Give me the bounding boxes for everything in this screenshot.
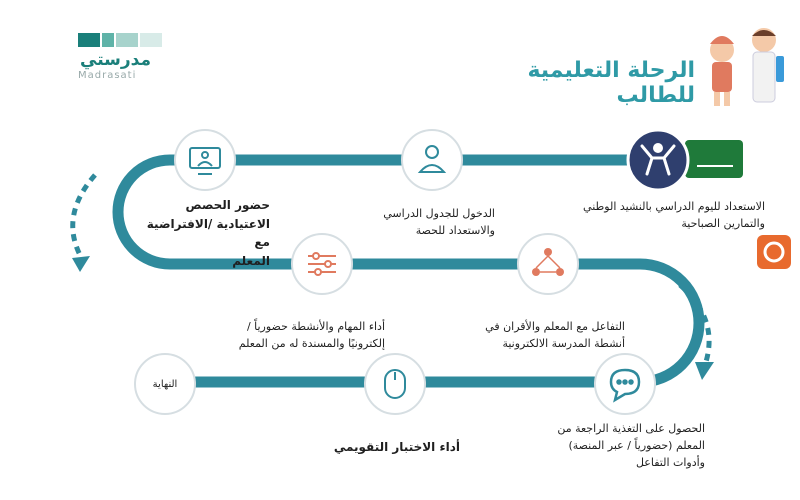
step-2-label (345, 205, 495, 239)
step-1-circle (628, 130, 688, 190)
step-2-line-1: الدخول للجدول الدراسي (383, 207, 495, 220)
step-1-line-1: الاستعداد لليوم الدراسي بالنشيد الوطني (583, 200, 765, 213)
tasks-sliders-icon (308, 253, 336, 275)
step-2-line-2: والاستعداد للحصة (415, 224, 495, 238)
turn-arrow-right-head (695, 362, 714, 380)
brand-badge-icon (757, 235, 791, 269)
step-3-line-2: الاعتيادية /الافتراضية مع (146, 216, 270, 250)
step-4-line-2: إلكترونيًا والمسندة له من المعلم (238, 337, 385, 351)
step-6-line-3: وأدوات التفاعل (635, 456, 705, 470)
step-4-label (200, 318, 385, 352)
step-6-line-2: المعلم (حضورياً / عبر المنصة) (568, 439, 705, 453)
step-1-label (555, 198, 765, 232)
saudi-flag (685, 140, 743, 178)
step-7-line-1: أداء الاختبار التقويمي (333, 440, 460, 454)
step-3-label (130, 196, 270, 270)
step-5-circle (518, 234, 578, 294)
step-1-line-2: والتمارين الصباحية (681, 217, 765, 231)
madrasati-logo-latin: Madrasati (78, 70, 137, 81)
step-7-label (320, 438, 460, 457)
step-5-line-1: التفاعل مع المعلم والأقران في (485, 320, 625, 333)
step-6-circle (595, 354, 655, 414)
madrasati-logo-mark (78, 33, 162, 47)
turn-arrow-left-head (72, 256, 90, 272)
turn-arrow-left (73, 175, 95, 255)
step-4-circle (292, 234, 352, 294)
step-6-line-1: الحصول على التغذية الراجعة من (557, 422, 705, 435)
flag-sword-mark (697, 165, 733, 167)
step-3-circle (175, 130, 235, 190)
step-5-line-2: أنشطة المدرسة الالكترونية (502, 337, 625, 351)
page-title: الرحلة التعليمية للطالب (527, 58, 695, 108)
step-3-line-1: حضور الحصص (185, 198, 270, 212)
end-label: النهاية (152, 379, 178, 390)
step-2-circle (402, 130, 462, 190)
madrasati-logo-arabic: مدرستي (80, 50, 151, 70)
step-8-label (140, 377, 190, 393)
step-6-label (520, 420, 705, 471)
student-girl-illustration (710, 36, 734, 106)
student-boy-illustration (752, 28, 784, 102)
step-7-circle (365, 354, 425, 414)
step-4-line-1: أداء المهام والأنشطة حضورياً / (246, 320, 385, 333)
step-5-label (455, 318, 625, 352)
step-3-line-3: المعلم (232, 253, 270, 268)
